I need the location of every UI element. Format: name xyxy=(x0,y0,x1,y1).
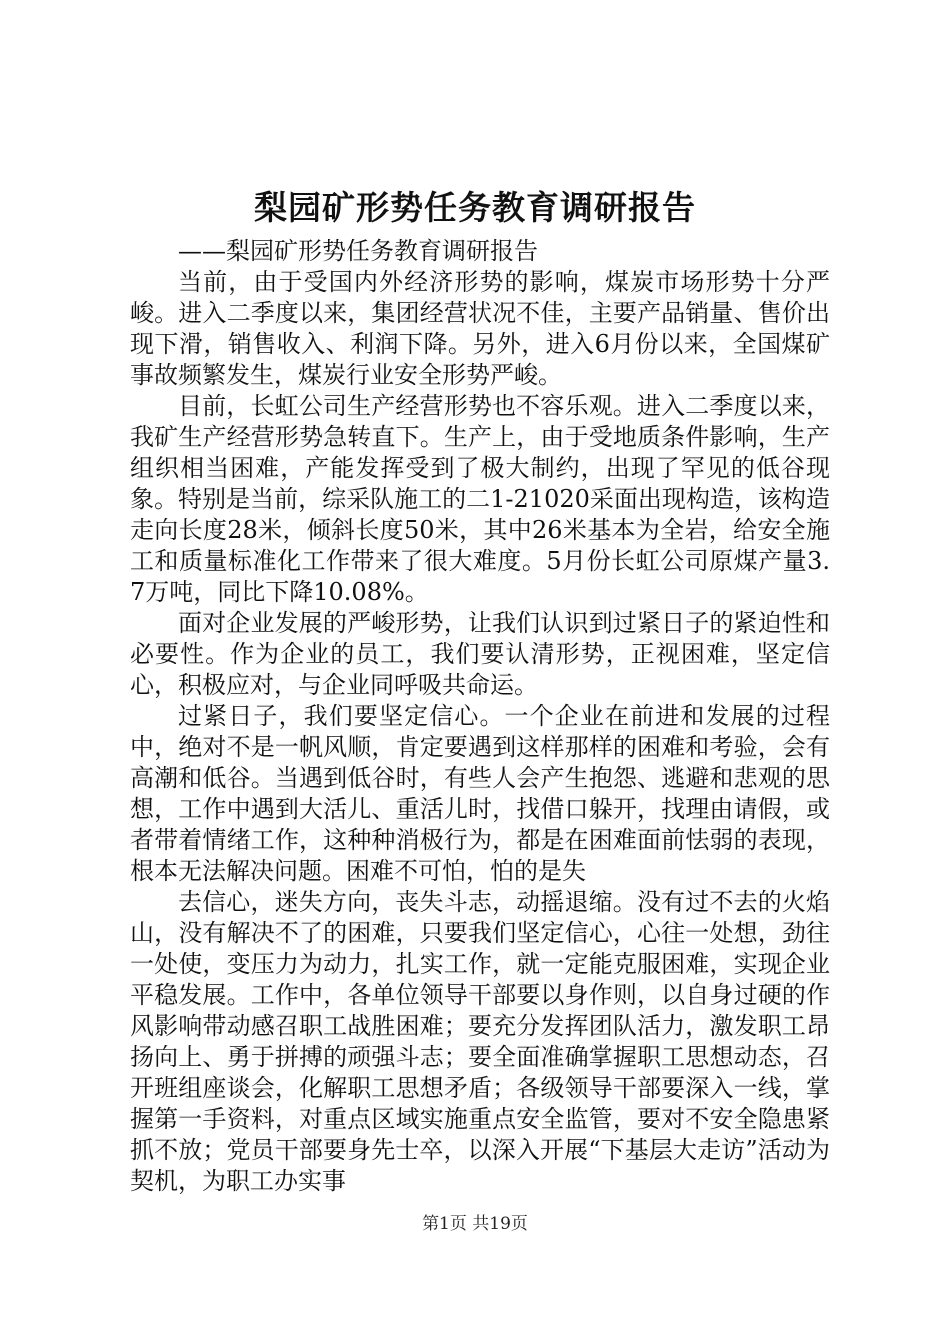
document-subtitle: ——梨园矿形势任务教育调研报告 xyxy=(178,237,538,265)
document-title: 梨园矿形势任务教育调研报告 xyxy=(254,188,696,227)
paragraph-2: 目前，长虹公司生产经营形势也不容乐观。进入二季度以来，我矿生产经营形势急转直下。生产上，由于受地质条件影响，生产组织相当困难，产能发挥受到了极大制约，出现了罕见的低谷现象。特别是当前，综采队施工的二1-21020采面出现构造，该构造走向长度28米，倾斜长度50米，其中26米基本为全岩，给安全施工和质量标准化工作带来了很大难度。5月份长虹公司原煤产量3.7万吨，同比下降10.08%。 xyxy=(130,392,830,606)
document-body xyxy=(130,236,830,1197)
paragraph-3: 面对企业发展的严峻形势，让我们认识到过紧日子的紧迫性和必要性。作为企业的员工，我们要认清形势，正视困难，坚定信心，积极应对，与企业同呼吸共命运。 xyxy=(130,609,830,699)
page-number-footer: 第1页 共19页 xyxy=(422,1214,528,1234)
paragraph-1: 当前，由于受国内外经济形势的影响，煤炭市场形势十分严峻。进入二季度以来，集团经营状况不佳，主要产品销量、售价出现下滑，销售收入、利润下降。另外，进入6月份以来，全国煤矿事故频繁发生，煤炭行业安全形势严峻。 xyxy=(130,268,830,389)
paragraph-5: 去信心，迷失方向，丧失斗志，动摇退缩。没有过不去的火焰山，没有解决不了的困难，只要我们坚定信心，心往一处想，劲往一处使，变压力为动力，扎实工作，就一定能克服困难，实现企业平稳发展。工作中，各单位领导干部要以身作则，以自身过硬的作风影响带动感召职工战胜困难；要充分发挥团队活力，激发职工昂扬向上、勇于拼搏的顽强斗志；要全面准确掌握职工思想动态，召开班组座谈会，化解职工思想矛盾；各级领导干部要深入一线，掌握第一手资料，对重点区域实施重点安全监管，要对不安全隐患紧抓不放；党员干部要身先士卒，以深入开展“下基层大走访”活动为契机，为职工办实事 xyxy=(130,888,830,1195)
paragraph-4: 过紧日子，我们要坚定信心。一个企业在前进和发展的过程中，绝对不是一帆风顺，肯定要遇到这样那样的困难和考验，会有高潮和低谷。当遇到低谷时，有些人会产生抱怨、逃避和悲观的思想，工作中遇到大活儿、重活儿时，找借口躲开，找理由请假，或者带着情绪工作，这种种消极行为，都是在困难面前怯弱的表现，根本无法解决问题。困难不可怕，怕的是失 xyxy=(130,702,830,885)
